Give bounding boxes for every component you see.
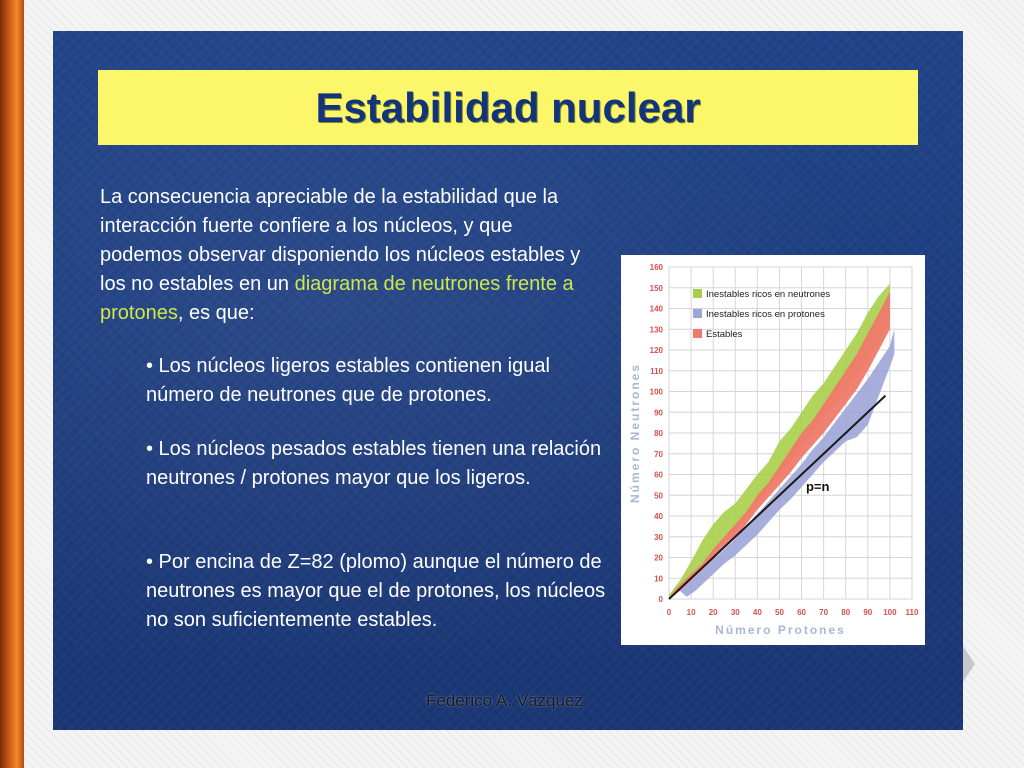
legend-label: Estables: [706, 329, 743, 340]
legend-swatch: [693, 309, 702, 318]
intro-paragraph: [100, 183, 600, 328]
intro-end: , es que:: [177, 302, 255, 324]
y-tick-label: 10: [654, 574, 663, 584]
x-tick-label: 10: [686, 608, 696, 617]
y-tick-label: 60: [654, 470, 663, 480]
footer-author: Federico A. Vázquez: [426, 691, 583, 710]
bullet-light-nuclei: • Los núcleos ligeros estables contienen igual número de neutrones que de protones.: [146, 355, 550, 406]
x-tick-label: 80: [841, 608, 851, 617]
x-tick-label: 60: [797, 608, 806, 617]
intro-highlight: diagrama de neutrones frente a protones: [100, 273, 574, 324]
left-accent-bar: [0, 0, 24, 768]
y-tick-label: 130: [649, 325, 663, 335]
slide: [53, 31, 963, 730]
x-tick-label: 0: [666, 608, 672, 617]
y-tick-label: 90: [654, 408, 663, 418]
next-slide-arrow-icon[interactable]: [963, 646, 975, 682]
legend-label: Inestables ricos en protones: [706, 309, 825, 320]
slide-title: Estabilidad nuclear: [315, 83, 701, 131]
x-tick-label: 40: [752, 608, 762, 617]
p-equals-n-label: p=n: [805, 479, 830, 495]
legend-swatch: [693, 329, 702, 338]
y-tick-label: 20: [654, 553, 663, 563]
y-tick-label: 120: [649, 346, 663, 355]
x-axis-label: Número Protones: [715, 623, 846, 637]
title-banner: [98, 70, 918, 145]
y-tick-label: 50: [654, 491, 663, 501]
y-tick-label: 140: [649, 304, 663, 314]
x-tick-label: 20: [708, 608, 718, 617]
intro-text: La consecuencia apreciable de la estabilidad que la interacción fuerte confiere a los núcleos, y que podemos observar disponiendo los núcleos estables y los no estables en un: [100, 186, 581, 295]
x-tick-label: 90: [863, 608, 873, 617]
bullet-heavy-nuclei: • Los núcleos pesados estables tienen una relación neutrones / protones mayor que los ligeros.: [146, 438, 602, 489]
chart-svg: [621, 255, 925, 645]
y-tick-label: 100: [649, 387, 663, 397]
x-tick-label: 110: [905, 608, 919, 617]
x-tick-label: 100: [883, 608, 897, 617]
y-tick-label: 40: [654, 512, 663, 521]
y-tick-label: 80: [654, 429, 663, 438]
x-tick-label: 70: [819, 608, 829, 617]
y-tick-label: 110: [650, 366, 663, 376]
y-tick-label: 70: [654, 449, 663, 459]
bullet-above-lead: • Por encina de Z=82 (plomo) aunque el número de neutrones es mayor que el de protones, los núcleos no son suficientemente estables.: [146, 551, 606, 631]
y-tick-label: 30: [654, 532, 663, 542]
x-tick-label: 30: [730, 608, 740, 617]
y-axis-label: Número Neutrones: [628, 362, 642, 504]
legend-swatch: [693, 289, 702, 298]
y-tick-label: 0: [658, 595, 663, 604]
y-tick-label: 160: [649, 263, 663, 272]
legend-label: Inestables ricos en neutrones: [706, 289, 831, 300]
neutron-proton-chart: [621, 255, 925, 645]
x-tick-label: 50: [775, 608, 784, 617]
y-tick-label: 150: [649, 283, 663, 293]
